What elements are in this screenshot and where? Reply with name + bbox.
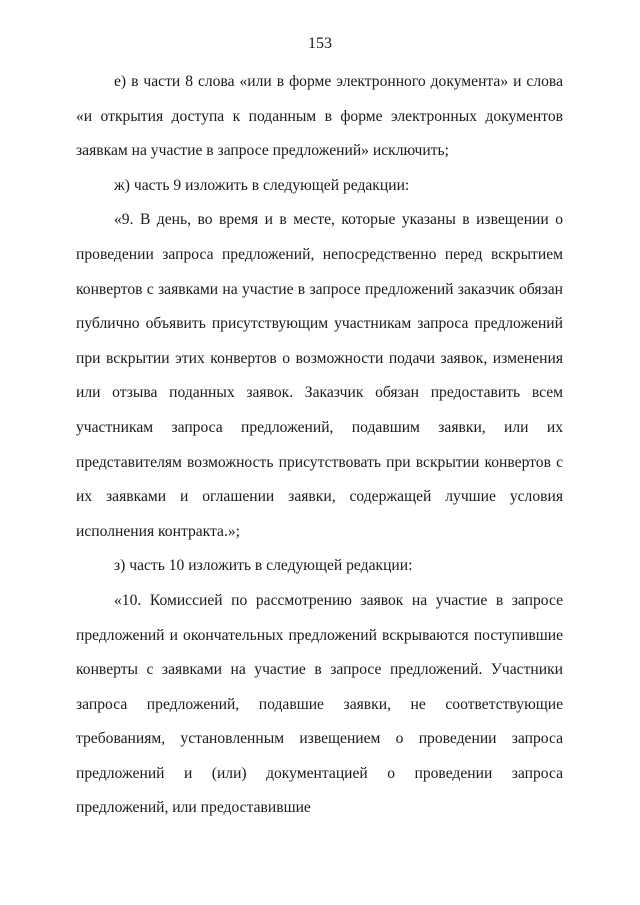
page-number: 153 xyxy=(308,35,332,52)
paragraph-zh: ж) часть 9 изложить в следующей редакции: xyxy=(114,176,410,194)
paragraph-part-9: «9. В день, во время и в месте, которые указаны в извещении о проведении запроса предложений, непосредственно перед вскрытием конвертов с заявками на участие в запросе предложений заказчик обязан публично объявить присутствующим участникам запроса предложений при вскрытии этих конвертов о возможности подачи заявок, изменения или отзыва поданных заявок. Заказчик обязан предоставить всем участникам запроса предложений, подавшим заявки, или их представителям возможность присутствовать при вскрытии конвертов с их заявками и оглашении заявки, содержащей лучшие условия исполнения контракта.»; xyxy=(76,211,563,540)
paragraph-e: е) в части 8 слова «или в форме электронного документа» и слова «и открытия доступа к поданным в форме электронных документов заявкам на участие в запросе предложений» исключить; xyxy=(76,73,563,160)
document-body xyxy=(76,65,563,826)
paragraph-part-10: «10. Комиссией по рассмотрению заявок на участие в запросе предложений и окончательных предложений вскрываются поступившие конверты с заявками на участие в запросе предложений. Участники запроса предложений, подавшие заявки, не соответствующие требованиям, установленным извещением о проведении запроса предложений и (или) документацией о проведении запроса предложений, или предоставившие xyxy=(76,591,563,817)
paragraph-z: з) часть 10 изложить в следующей редакции: xyxy=(114,557,413,575)
